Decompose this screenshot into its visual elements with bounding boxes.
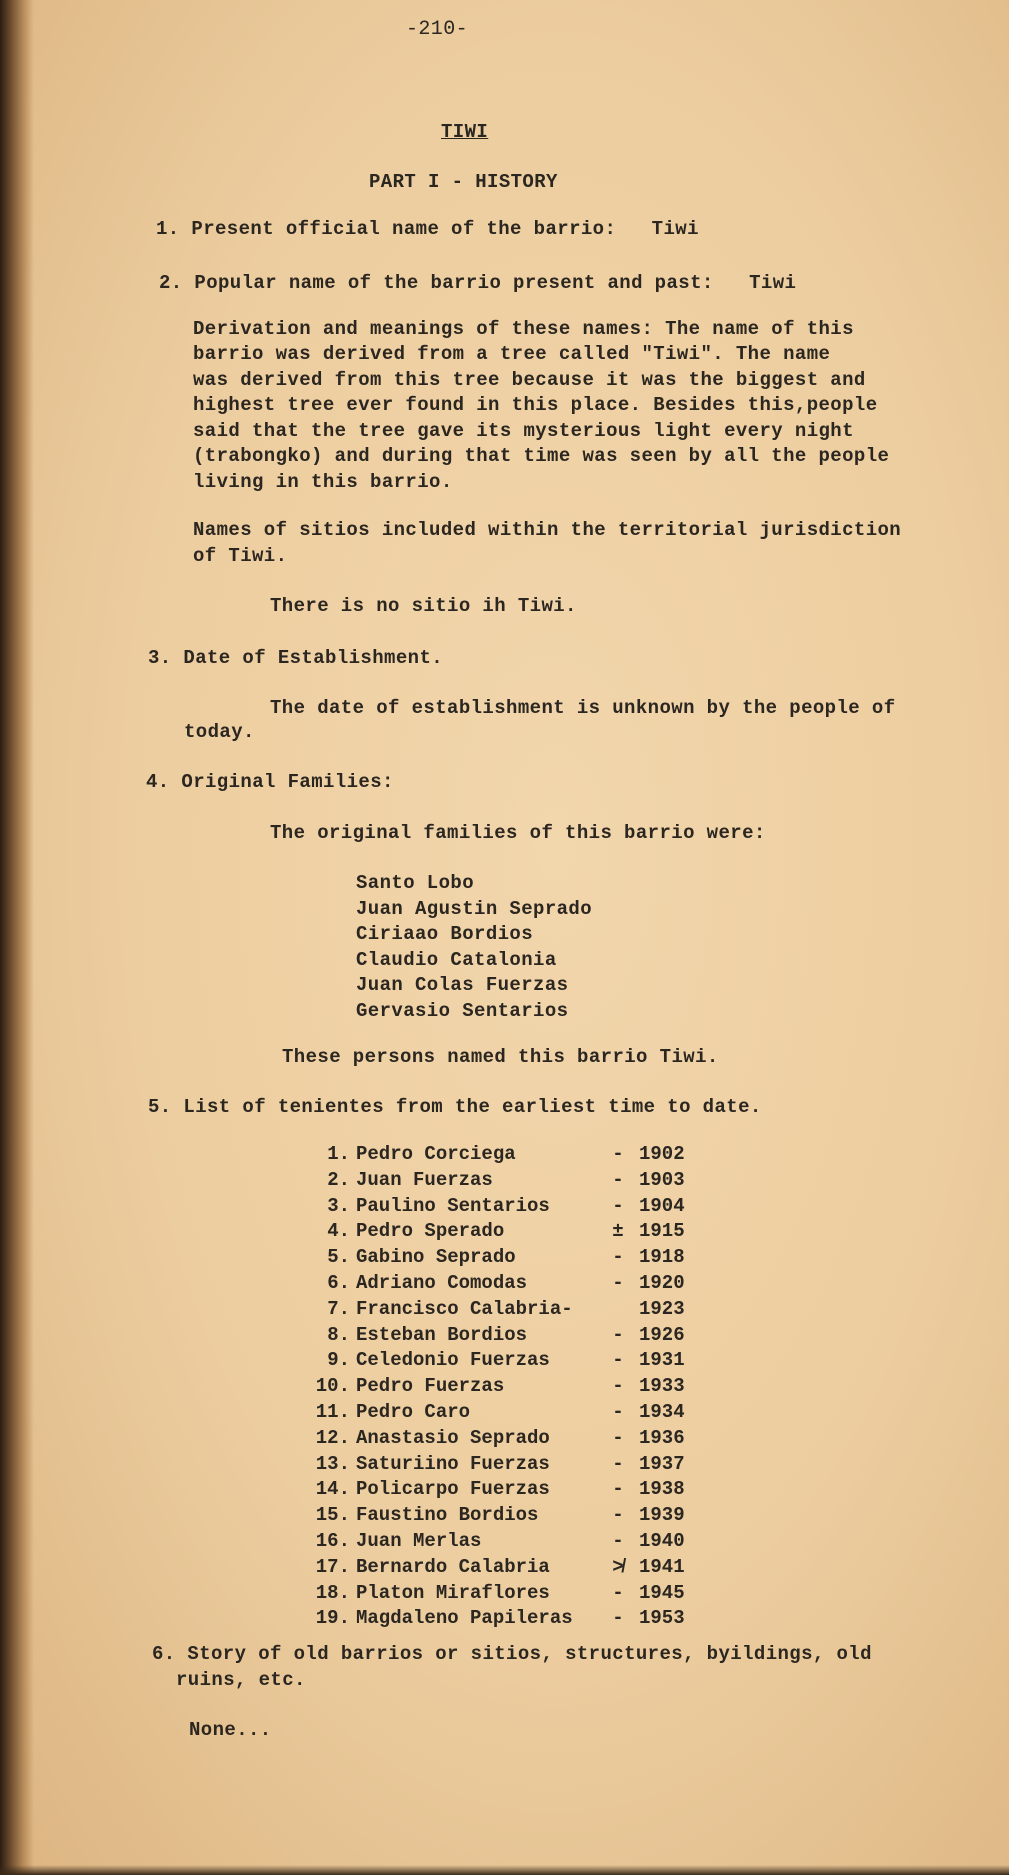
teniente-year: 1920 bbox=[639, 1272, 685, 1294]
teniente-separator: ± bbox=[612, 1220, 624, 1243]
teniente-year: 1926 bbox=[639, 1323, 685, 1346]
teniente-name: Juan Merlas bbox=[356, 1530, 482, 1552]
teniente-separator: - bbox=[612, 1504, 624, 1527]
derivation-line: said that the tree gave its mysterious light every night bbox=[193, 420, 854, 442]
teniente-year: 1915 bbox=[639, 1220, 685, 1243]
teniente-year: 1936 bbox=[639, 1426, 685, 1449]
sitios-answer: There is no sitio ih Tiwi. bbox=[270, 595, 577, 617]
teniente-name: Esteban Bordios bbox=[356, 1323, 528, 1346]
question-3: 3. Date of Establishment. bbox=[148, 647, 444, 669]
teniente-year: 1904 bbox=[639, 1194, 685, 1217]
teniente-number: 3. bbox=[327, 1194, 350, 1217]
family-item: Gervasio Sentarios bbox=[356, 1000, 569, 1022]
question-1: 1. Present official name of the barrio: Tiwi bbox=[156, 218, 699, 240]
derivation-line: was derived from this tree because it was the biggest and bbox=[193, 369, 866, 391]
teniente-number: 5. bbox=[327, 1246, 350, 1269]
teniente-number: 16. bbox=[315, 1530, 350, 1552]
teniente-separator: - bbox=[612, 1452, 624, 1475]
teniente-number: 14. bbox=[315, 1478, 350, 1501]
teniente-name: Paulino Sentarios bbox=[356, 1194, 550, 1217]
teniente-name: Celedonio Fuerzas bbox=[356, 1349, 550, 1372]
teniente-year: 1918 bbox=[639, 1246, 685, 1269]
teniente-separator: ≯ bbox=[612, 1555, 624, 1578]
derivation-line: highest tree ever found in this place. Besides this,people bbox=[193, 394, 878, 416]
teniente-row bbox=[300, 1607, 685, 1629]
teniente-row bbox=[300, 1324, 685, 1346]
teniente-row bbox=[300, 1272, 685, 1294]
question-3-answer: The date of establishment is unknown by the people of bbox=[270, 697, 896, 719]
teniente-separator: - bbox=[612, 1246, 624, 1269]
teniente-row bbox=[300, 1195, 685, 1217]
question-3-answer: today. bbox=[184, 721, 255, 743]
teniente-number: 18. bbox=[315, 1581, 350, 1604]
derivation-line: Derivation and meanings of these names: The name of this bbox=[193, 318, 854, 340]
teniente-year: 1934 bbox=[639, 1401, 685, 1423]
teniente-number: 6. bbox=[327, 1272, 350, 1294]
teniente-separator: - bbox=[612, 1349, 624, 1372]
teniente-name: Magdaleno Papileras bbox=[356, 1607, 573, 1630]
teniente-number: 7. bbox=[327, 1297, 350, 1320]
teniente-separator: - bbox=[612, 1375, 624, 1398]
teniente-name: Juan Fuerzas bbox=[356, 1168, 493, 1191]
family-item: Ciriaao Bordios bbox=[356, 923, 534, 945]
teniente-row bbox=[300, 1582, 685, 1604]
question-4: 4. Original Families: bbox=[146, 771, 394, 793]
teniente-name: Adriano Comodas bbox=[356, 1272, 528, 1294]
derivation-line: living in this barrio. bbox=[193, 471, 453, 493]
teniente-number: 8. bbox=[327, 1323, 350, 1346]
teniente-number: 17. bbox=[315, 1555, 350, 1578]
part-heading: PART I - HISTORY bbox=[369, 171, 558, 193]
teniente-name: Bernardo Calabria bbox=[356, 1555, 550, 1578]
teniente-number: 15. bbox=[315, 1504, 350, 1527]
derivation-line: barrio was derived from a tree called "Tiwi". The name bbox=[193, 343, 831, 365]
teniente-separator: - bbox=[612, 1323, 624, 1346]
teniente-name: Pedro Corciega bbox=[356, 1143, 516, 1165]
question-2: 2. Popular name of the barrio present and past: Tiwi bbox=[159, 272, 797, 294]
teniente-number: 19. bbox=[315, 1607, 350, 1630]
teniente-row bbox=[300, 1504, 685, 1526]
teniente-name: Gabino Seprado bbox=[356, 1246, 516, 1269]
teniente-separator: - bbox=[612, 1607, 624, 1630]
teniente-separator: - bbox=[612, 1581, 624, 1604]
teniente-name: Platon Miraflores bbox=[356, 1581, 550, 1604]
families-note: These persons named this barrio Tiwi. bbox=[282, 1046, 719, 1068]
teniente-number: 10. bbox=[315, 1375, 350, 1398]
family-item: Santo Lobo bbox=[356, 872, 475, 894]
teniente-separator: - bbox=[612, 1401, 624, 1423]
teniente-number: 2. bbox=[327, 1168, 350, 1191]
teniente-name: Pedro Caro bbox=[356, 1401, 471, 1423]
teniente-name: Pedro Sperado bbox=[356, 1220, 505, 1243]
family-item: Juan Colas Fuerzas bbox=[356, 974, 569, 996]
teniente-name: Faustino Bordios bbox=[356, 1504, 539, 1527]
teniente-separator: - bbox=[612, 1272, 624, 1294]
teniente-row bbox=[300, 1556, 685, 1578]
question-4-intro: The original families of this barrio were: bbox=[270, 822, 766, 844]
sitios-heading: of Tiwi. bbox=[193, 545, 288, 567]
teniente-number: 9. bbox=[327, 1349, 350, 1372]
teniente-row bbox=[300, 1530, 685, 1552]
teniente-row bbox=[300, 1478, 685, 1500]
teniente-separator: - bbox=[612, 1168, 624, 1191]
teniente-name: Anastasio Seprado bbox=[356, 1426, 550, 1449]
teniente-year: 1903 bbox=[639, 1168, 685, 1191]
teniente-year: 1941 bbox=[639, 1555, 685, 1578]
teniente-separator: - bbox=[612, 1143, 624, 1165]
teniente-year: 1953 bbox=[639, 1607, 685, 1630]
teniente-name: Saturiino Fuerzas bbox=[356, 1452, 550, 1475]
family-item: Claudio Catalonia bbox=[356, 949, 557, 971]
derivation-line: (trabongko) and during that time was seen by all the people bbox=[193, 445, 890, 467]
sitios-heading: Names of sitios included within the territorial jurisdiction bbox=[193, 519, 902, 541]
teniente-year: 1933 bbox=[639, 1375, 685, 1398]
teniente-year: 1940 bbox=[639, 1530, 685, 1552]
teniente-name: Francisco Calabria- bbox=[356, 1297, 573, 1320]
teniente-number: 12. bbox=[315, 1426, 350, 1449]
teniente-number: 11. bbox=[315, 1401, 350, 1423]
question-6: ruins, etc. bbox=[176, 1669, 306, 1691]
teniente-year: 1938 bbox=[639, 1478, 685, 1501]
teniente-year: 1939 bbox=[639, 1504, 685, 1527]
teniente-year: 1937 bbox=[639, 1452, 685, 1475]
question-5: 5. List of tenientes from the earliest time to date. bbox=[148, 1096, 762, 1118]
teniente-year: 1931 bbox=[639, 1349, 685, 1372]
teniente-row bbox=[300, 1401, 685, 1423]
teniente-number: 1. bbox=[327, 1143, 350, 1165]
family-item: Juan Agustin Seprado bbox=[356, 898, 593, 920]
binding-spine bbox=[0, 0, 34, 1875]
teniente-number: 13. bbox=[315, 1452, 350, 1475]
teniente-row bbox=[300, 1349, 685, 1371]
teniente-row bbox=[300, 1246, 685, 1268]
teniente-name: Pedro Fuerzas bbox=[356, 1375, 505, 1398]
page-title: TIWI bbox=[441, 121, 489, 143]
question-6: 6. Story of old barrios or sitios, structures, byildings, old bbox=[152, 1643, 872, 1665]
teniente-row bbox=[300, 1427, 685, 1449]
teniente-row bbox=[300, 1298, 685, 1320]
teniente-row bbox=[300, 1220, 685, 1242]
teniente-separator: - bbox=[612, 1530, 624, 1552]
teniente-separator: - bbox=[612, 1478, 624, 1501]
teniente-year: 1923 bbox=[639, 1297, 685, 1320]
question-6-answer: None... bbox=[189, 1719, 272, 1741]
page-bottom-edge bbox=[0, 1865, 1009, 1875]
teniente-name: Policarpo Fuerzas bbox=[356, 1478, 550, 1501]
teniente-row bbox=[300, 1453, 685, 1475]
teniente-separator: - bbox=[612, 1194, 624, 1217]
teniente-row bbox=[300, 1375, 685, 1397]
teniente-year: 1945 bbox=[639, 1581, 685, 1604]
teniente-row bbox=[300, 1169, 685, 1191]
page-number: -210- bbox=[406, 18, 469, 41]
teniente-number: 4. bbox=[327, 1220, 350, 1243]
teniente-separator: - bbox=[612, 1426, 624, 1449]
teniente-row bbox=[300, 1143, 685, 1165]
teniente-year: 1902 bbox=[639, 1143, 685, 1165]
